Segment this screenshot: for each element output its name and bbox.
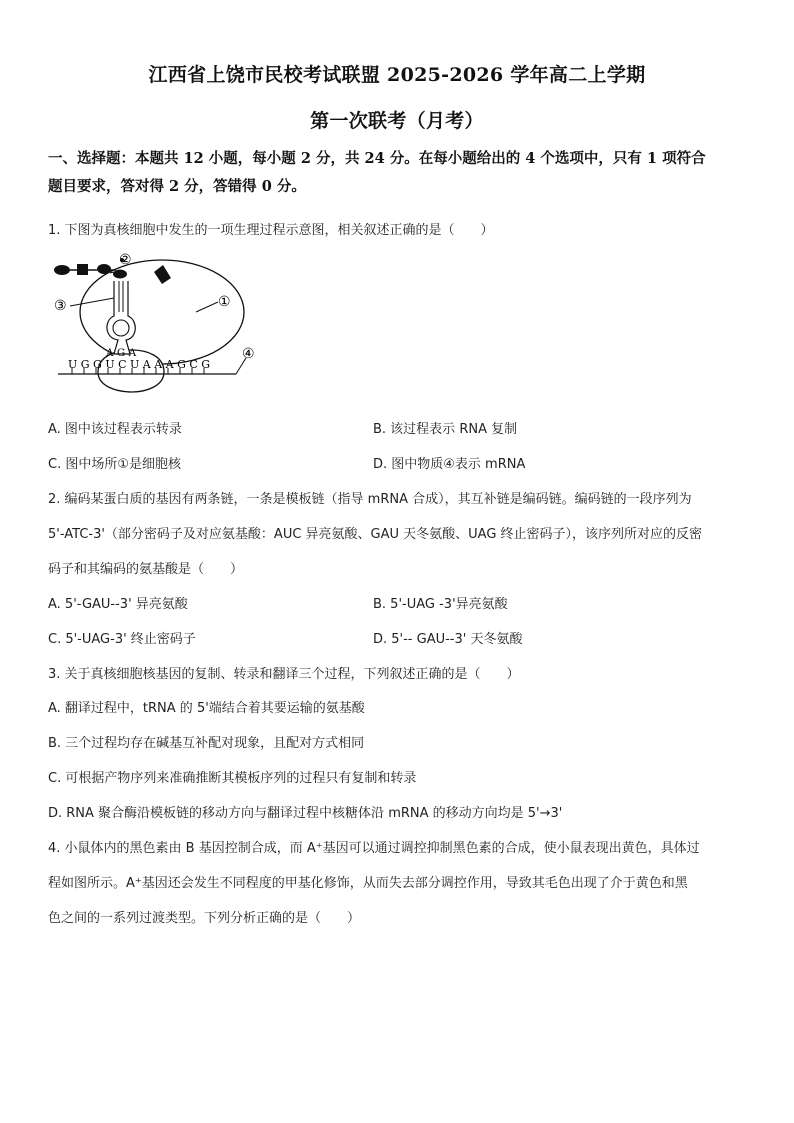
released-fragment-shape <box>154 265 171 284</box>
q2-option-b: B. 5'-UAG -3'异亮氨酸 <box>373 597 508 612</box>
amino-acid-square <box>77 264 88 275</box>
label-1: ① <box>218 294 231 310</box>
label-2: ② <box>119 252 132 268</box>
q2-option-c: C. 5'-UAG-3' 终止密码子 <box>48 632 196 647</box>
question-4-line1: 4. 小鼠体内的黑色素由 B 基因控制合成，而 A⁺基因可以通过调控抑制黑色素的合成，使小鼠表现出黄色，具体过 <box>48 841 700 856</box>
translation-diagram <box>46 246 276 396</box>
q1-option-c: C. 图中场所①是细胞核 <box>48 457 181 472</box>
trna-shape <box>107 281 135 354</box>
section-instructions-line2: 题目要求，答对得 2 分，答错得 0 分。 <box>48 178 306 195</box>
label-3: ③ <box>54 298 67 314</box>
anticodon-text: A G A <box>106 347 137 359</box>
q1-option-d: D. 图中物质④表示 mRNA <box>373 457 526 472</box>
q1-option-b: B. 该过程表示 RNA 复制 <box>373 422 518 437</box>
q2-option-a: A. 5'-GAU--3' 异亮氨酸 <box>48 597 188 612</box>
exam-subtitle: 第一次联考（月考） <box>310 110 484 132</box>
question-4-line2: 程如图所示。A⁺基因还会发生不同程度的甲基化修饰，从而失去部分调控作用，导致其毛色出现了介于黄色和黑 <box>48 876 688 891</box>
q3-option-d: D. RNA 聚合酶沿模板链的移动方向与翻译过程中核糖体沿 mRNA 的移动方向均是 5'→3' <box>48 806 563 821</box>
question-1-stem: 1. 下图为真核细胞中发生的一项生理过程示意图，相关叙述正确的是（ ） <box>48 223 494 238</box>
section-instructions <box>48 145 748 201</box>
q3-option-a: A. 翻译过程中，tRNA 的 5'端结合着其要运输的氨基酸 <box>48 701 365 716</box>
section-instructions-line1: 一、选择题：本题共 12 小题，每小题 2 分，共 24 分。在每小题给出的 4 个选项中，只有 1 项符合 <box>48 150 706 167</box>
mrna-sequence: U G G U C U A A A G C G <box>68 358 211 371</box>
question-3-stem: 3. 关于真核细胞核基因的复制、转录和翻译三个过程，下列叙述正确的是（ ） <box>48 667 520 682</box>
amino-acid-ellipse <box>54 265 70 275</box>
q1-option-a: A. 图中该过程表示转录 <box>48 422 182 437</box>
question-4-line3: 色之间的一系列过渡类型。下列分析正确的是（ ） <box>48 911 361 926</box>
q3-option-b: B. 三个过程均存在碱基互补配对现象，且配对方式相同 <box>48 736 365 751</box>
question-2-line1: 2. 编码某蛋白质的基因有两条链，一条是模板链（指导 mRNA 合成），其互补链是编码链。编码链的一段序列为 <box>48 492 692 507</box>
question-2-line2: 5'-ATC-3'（部分密码子及对应氨基酸：AUC 异亮氨酸、GAU 天冬氨酸、UAG 终止密码子），该序列所对应的反密 <box>48 527 703 542</box>
q3-option-c: C. 可根据产物序列来准确推断其模板序列的过程只有复制和转录 <box>48 771 417 786</box>
question-2-line3: 码子和其编码的氨基酸是（ ） <box>48 562 244 577</box>
exam-title: 江西省上饶市民校考试联盟 2025-2026 学年高二上学期 <box>148 64 646 86</box>
q2-option-d: D. 5'-- GAU--3' 天冬氨酸 <box>373 632 523 647</box>
amino-acid-carried <box>113 270 127 279</box>
label-4: ④ <box>242 346 255 362</box>
